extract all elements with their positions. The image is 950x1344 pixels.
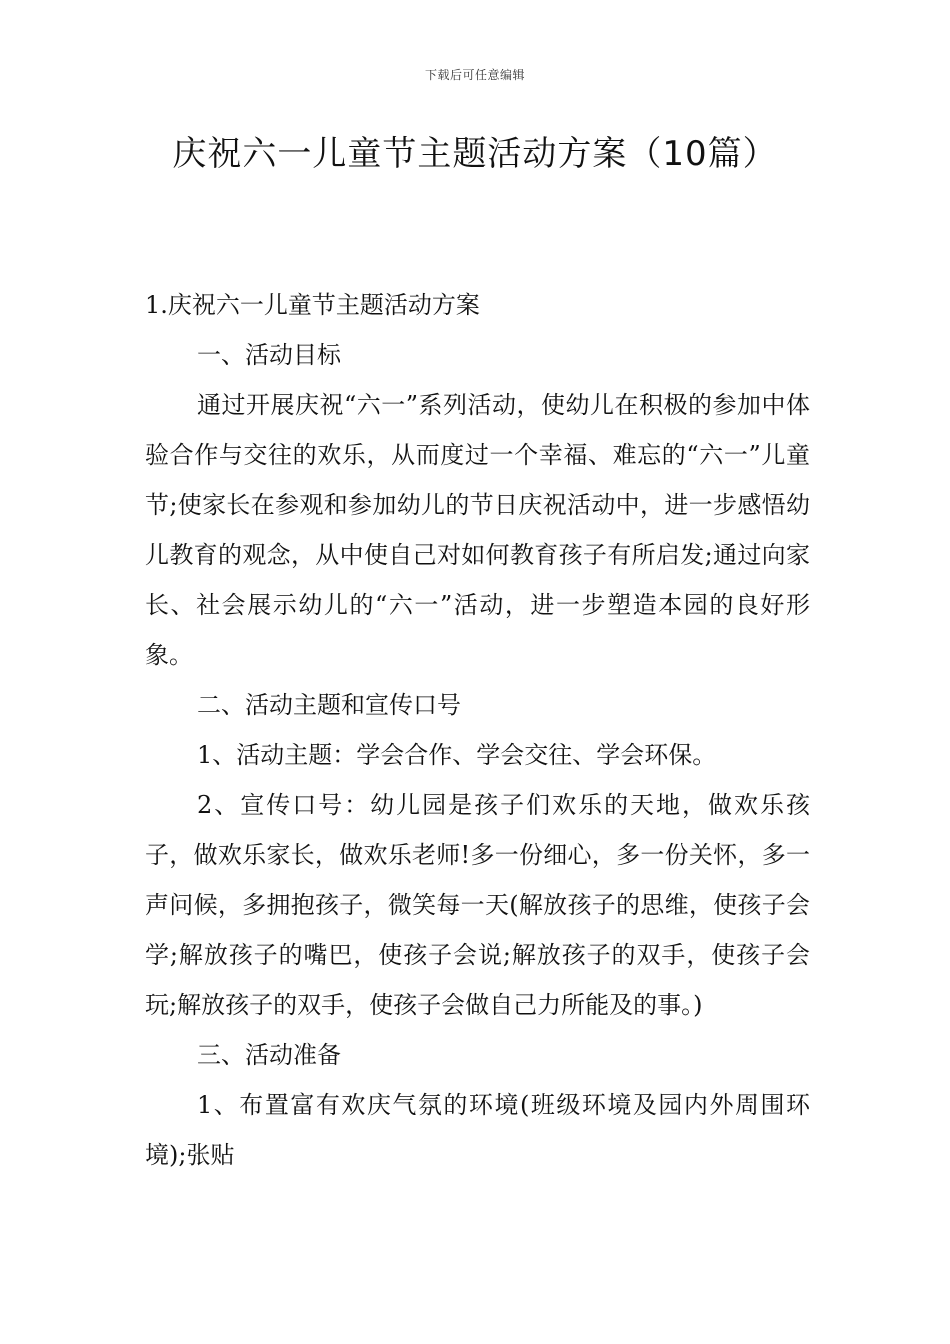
document-body: [145, 280, 810, 1180]
subheading-goals: 一、活动目标: [197, 341, 341, 369]
subheading-preparation: 三、活动准备: [197, 1041, 341, 1069]
subheading-theme-slogan: 二、活动主题和宣传口号: [197, 691, 461, 719]
paragraph-preparation: 1、布置富有欢庆气氛的环境(班级环境及园内外周围环境);张贴: [145, 1091, 810, 1169]
paragraph-theme: 1、活动主题：学会合作、学会交往、学会环保。: [197, 741, 717, 769]
document-title: 庆祝六一儿童节主题活动方案（10篇）: [172, 134, 778, 174]
header-note: 下载后可任意编辑: [424, 68, 525, 82]
paragraph-slogan: 2、宣传口号：幼儿园是孩子们欢乐的天地，做欢乐孩子，做欢乐家长，做欢乐老师!多一份细心，多一份关怀，多一声问候，多拥抱孩子，微笑每一天(解放孩子的思维，使孩子会学;解放孩子的嘴巴，使孩子会说;解放孩子的双手，使孩子会玩;解放孩子的双手，使孩子会做自己力所能及的事。): [145, 791, 810, 1019]
paragraph-goals: 通过开展庆祝“六一”系列活动，使幼儿在积极的参加中体验合作与交往的欢乐，从而度过一个幸福、难忘的“六一”儿童节;使家长在参观和参加幼儿的节日庆祝活动中，进一步感悟幼儿教育的观念，从中使自己对如何教育孩子有所启发;通过向家长、社会展示幼儿的“六一”活动，进一步塑造本园的良好形象。: [145, 391, 810, 669]
section-heading: 1.庆祝六一儿童节主题活动方案: [145, 291, 480, 319]
